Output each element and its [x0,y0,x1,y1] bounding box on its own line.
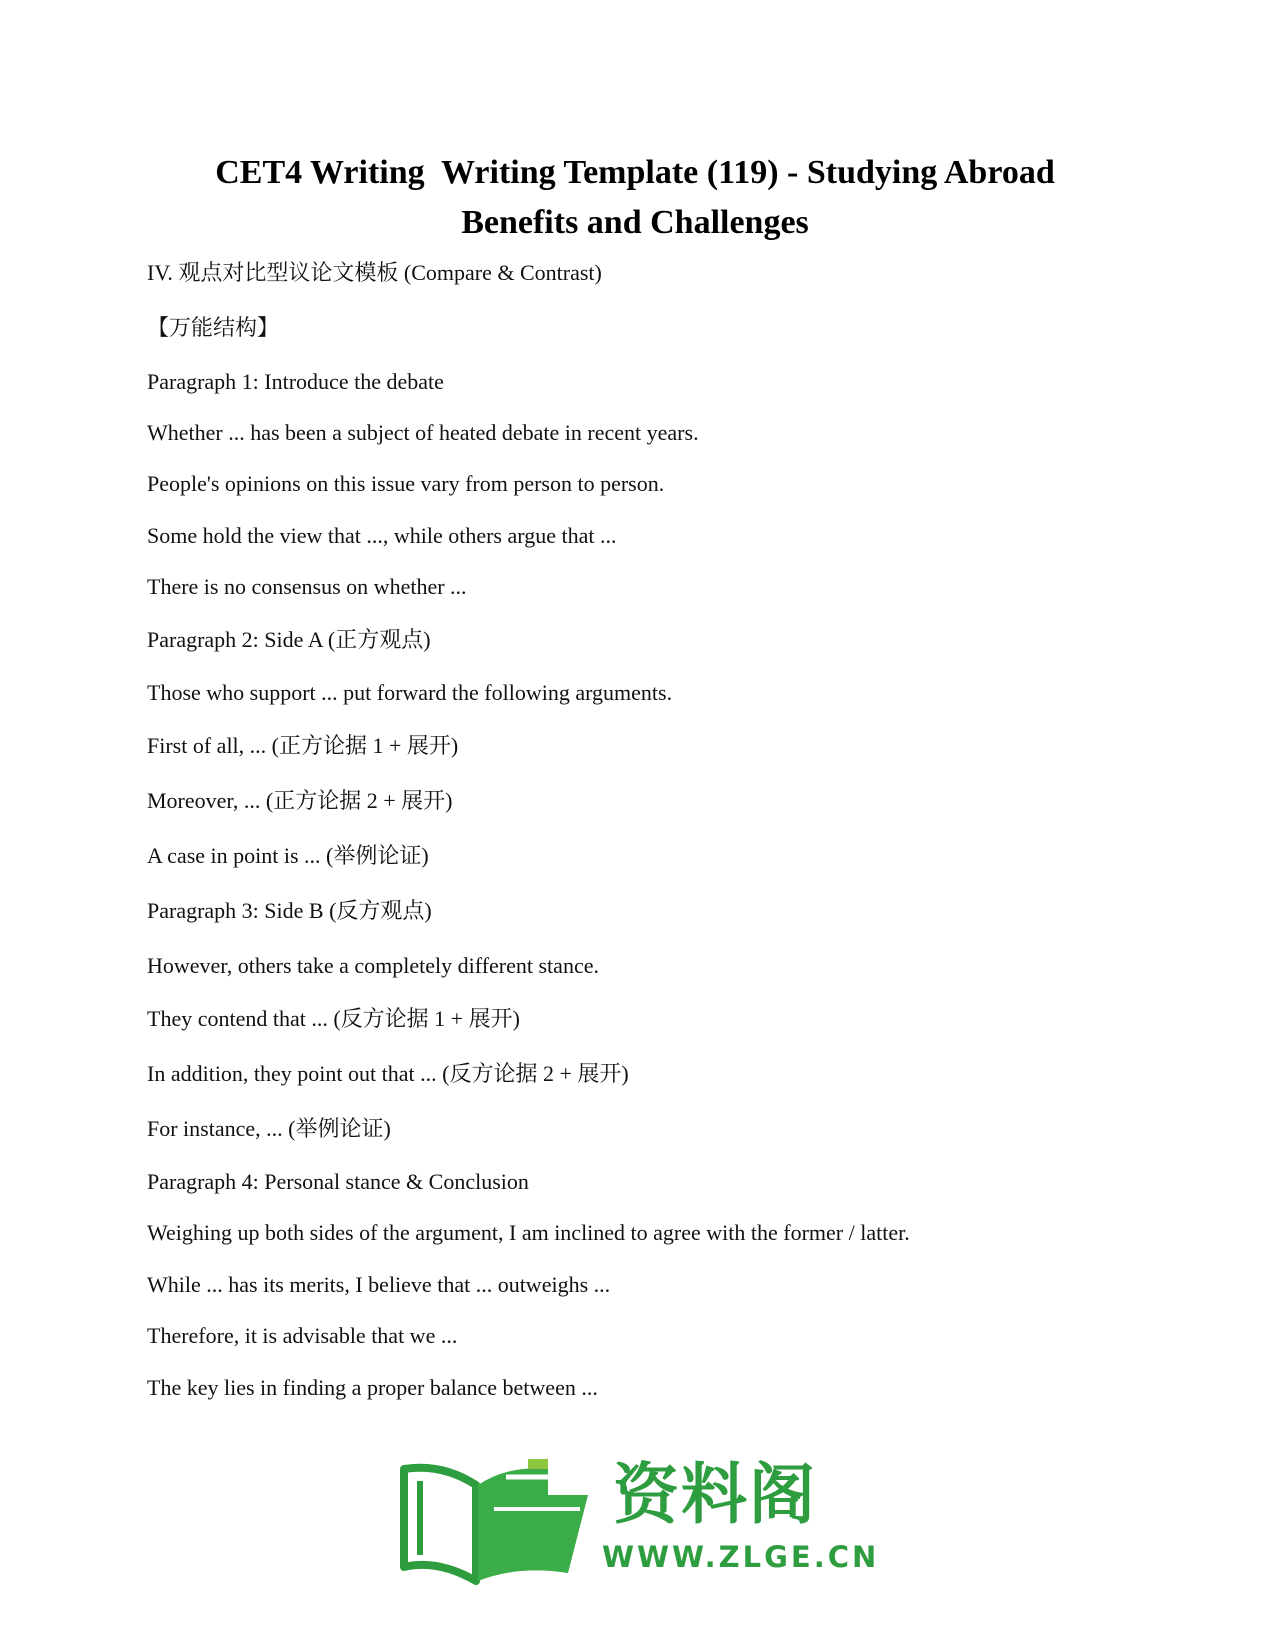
template-line: For instance, ... (举例论证) [147,1116,391,1141]
template-line: Those who support ... put forward the following arguments. [147,680,673,705]
title-line-2: Benefits and Challenges [461,204,809,241]
template-line: Therefore, it is advisable that we ... [147,1323,458,1348]
template-line: People's opinions on this issue vary from person to person. [147,471,665,496]
template-line: They contend that ... (反方论据 1 + 展开) [147,1006,520,1031]
watermark-name: 资料阁 [613,1456,817,1533]
title-line-1: CET4 Writing Writing Template (119) - Studying Abroad [215,154,1055,191]
structure-heading: 【万能结构】 [147,315,280,340]
template-line: First of all, ... (正方论据 1 + 展开) [147,733,459,758]
template-line: The key lies in finding a proper balance between ... [147,1375,598,1400]
book-icon [398,1455,598,1585]
document-title [120,148,1150,248]
template-line: A case in point is ... (举例论证) [147,843,429,868]
paragraph-heading: Paragraph 3: Side B (反方观点) [147,898,432,923]
paragraph-heading: Paragraph 2: Side A (正方观点) [147,627,431,652]
template-line: In addition, they point out that ... (反方论据 2 + 展开) [147,1061,629,1086]
template-line: Some hold the view that ..., while others argue that ... [147,523,617,548]
watermark-url: WWW.ZLGE.CN [602,1540,880,1574]
template-line: Whether ... has been a subject of heated debate in recent years. [147,420,699,445]
paragraph-heading: Paragraph 4: Personal stance & Conclusion [147,1169,529,1194]
template-line: Weighing up both sides of the argument, I am inclined to agree with the former / latter. [147,1220,910,1245]
template-line: Moreover, ... (正方论据 2 + 展开) [147,788,453,813]
watermark-logo [398,1455,880,1585]
section-heading: IV. 观点对比型议论文模板 (Compare & Contrast) [147,260,602,285]
template-line: While ... has its merits, I believe that ... outweighs ... [147,1272,611,1297]
paragraph-heading: Paragraph 1: Introduce the debate [147,369,444,394]
template-line: There is no consensus on whether ... [147,574,467,599]
template-line: However, others take a completely different stance. [147,953,599,978]
